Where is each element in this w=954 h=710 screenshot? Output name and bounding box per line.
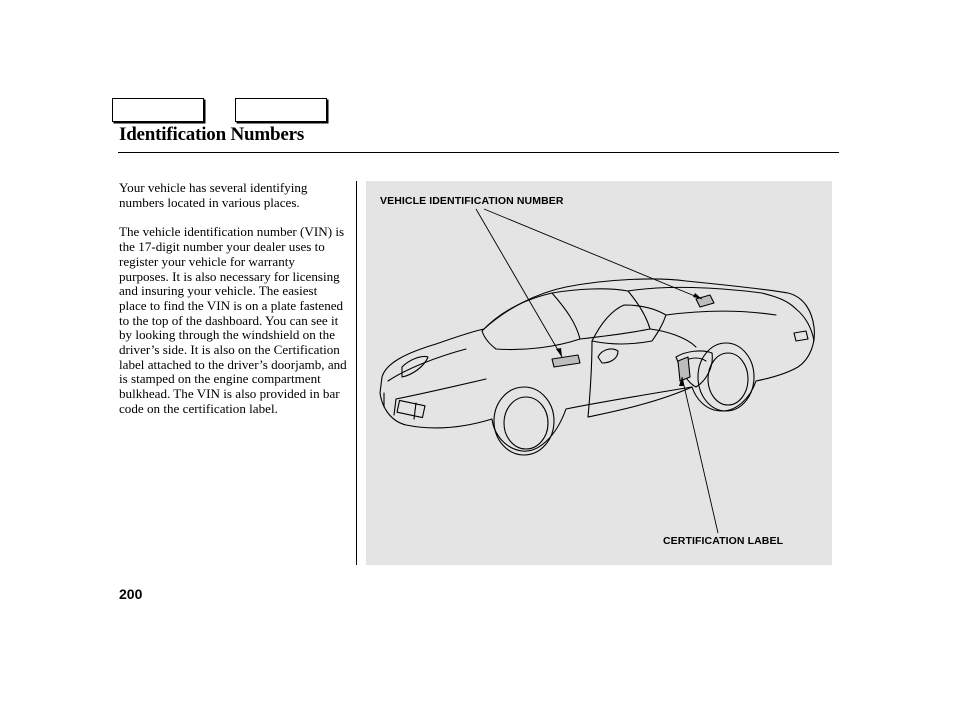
title-divider xyxy=(118,152,839,153)
nav-tab-previous[interactable] xyxy=(112,98,204,122)
vin-leader-deck xyxy=(484,209,702,299)
car-body-outline xyxy=(380,279,814,451)
certification-callout-label: CERTIFICATION LABEL xyxy=(663,535,784,547)
vin-leader-dash xyxy=(476,209,562,357)
page-title: Identification Numbers xyxy=(119,124,305,145)
sports-car-illustration-icon xyxy=(366,181,832,565)
windshield xyxy=(482,293,580,350)
nav-tab-next[interactable] xyxy=(235,98,327,122)
certification-label-plate xyxy=(678,357,690,381)
page-number: 200 xyxy=(119,586,143,602)
column-divider xyxy=(356,181,357,565)
vin-callout-label: VEHICLE IDENTIFICATION NUMBER xyxy=(380,195,564,207)
vin-paragraph: The vehicle identification number (VIN) is the 17-digit number your dealer uses to register your vehicle for warranty purposes. It is also necessary for licensing and insuring your vehicle. The easiest place to find the VIN is on a plate fastened to the top of the dashboard. You can see it by looking through the windshield on the driver’s side. It is also on the Certification label attached to the driver’s doorjamb, and is stamped on the engine compartment bulkhead. The VIN is also provided in bar code on the certification label. xyxy=(119,224,347,416)
intro-paragraph: Your vehicle has several identifying numbers located in various places. xyxy=(119,180,308,210)
vin-plate xyxy=(552,355,580,367)
body-text-column xyxy=(119,181,347,432)
